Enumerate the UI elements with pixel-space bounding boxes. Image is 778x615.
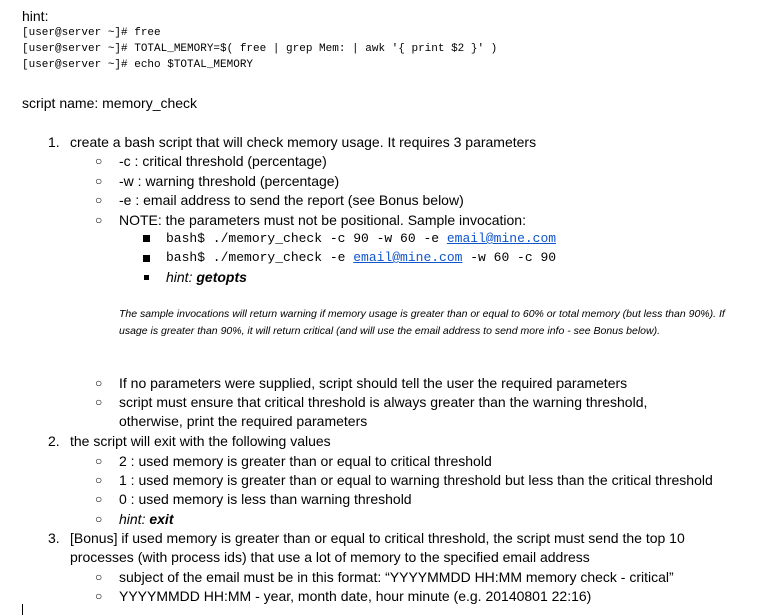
sample-note: The sample invocations will return warning if memory usage is greater than or equal to 60% or total memory (but less than 90%). If usage is greater than 90%, it will return critical (and will use the email address to send more info - see Bonus below). (119, 308, 725, 337)
hint-getopts-keyword: getopts (196, 269, 247, 285)
item-1-text: create a bash script that will check memory usage. It requires 3 parameters (70, 134, 537, 150)
extra-threshold-cont: otherwise, print the required parameters (119, 413, 368, 429)
hint-getopts (166, 269, 247, 285)
invocation-2-cmd: bash$ ./memory_check -e (166, 250, 354, 265)
hint-exit-prefix: hint: (119, 511, 150, 527)
item-3-text-line1: [Bonus] if used memory is greater than or equal to critical threshold, the script must send the top 10 (70, 530, 685, 546)
hollow-bullet-icon: ○ (95, 512, 103, 526)
hollow-bullet-icon: ○ (95, 395, 103, 409)
hint-label: hint: (22, 8, 49, 24)
hollow-bullet-icon: ○ (95, 376, 103, 390)
exit-value-1: 1 : used memory is greater than or equal to warning threshold but less than the critical threshold (119, 472, 713, 488)
invocation-1-email-link[interactable]: email@mine.com (446, 231, 557, 246)
item-2-text: the script will exit with the following values (70, 433, 331, 449)
hint-getopts-prefix: hint: (166, 269, 197, 285)
hollow-bullet-icon: ○ (95, 570, 103, 584)
square-bullet-icon (143, 255, 150, 262)
param-w: -w : warning threshold (percentage) (119, 173, 340, 189)
invocation-1-cmd: bash$ ./memory_check -c 90 -w 60 -e (166, 231, 447, 246)
param-e: -e : email address to send the report (see Bonus below) (119, 192, 464, 208)
invocation-2 (166, 250, 556, 265)
terminal-line-1: [user@server ~]# free (22, 27, 161, 39)
terminal-line-3: [user@server ~]# echo $TOTAL_MEMORY (22, 59, 254, 71)
hollow-bullet-icon: ○ (95, 473, 103, 487)
hint-exit-keyword: exit (149, 511, 174, 527)
item-1-number: 1. (48, 134, 60, 150)
hollow-bullet-icon: ○ (95, 174, 103, 188)
invocation-1 (166, 231, 556, 246)
extra-no-params: If no parameters were supplied, script should tell the user the required parameters (119, 375, 628, 391)
hint-exit (119, 511, 173, 527)
extra-threshold: script must ensure that critical threshold is always greater than the warning threshold, (119, 394, 648, 410)
text-cursor (22, 604, 23, 615)
square-bullet-icon (144, 275, 149, 280)
item-2-number: 2. (48, 433, 60, 449)
item-3-number: 3. (48, 530, 60, 546)
param-c: -c : critical threshold (percentage) (119, 153, 327, 169)
square-bullet-icon (143, 235, 150, 242)
param-note: NOTE: the parameters must not be positional. Sample invocation: (119, 212, 526, 228)
hollow-bullet-icon: ○ (95, 589, 103, 603)
hollow-bullet-icon: ○ (95, 454, 103, 468)
date-format-explain: YYYYMMDD HH:MM - year, month date, hour minute (e.g. 20140801 22:16) (119, 588, 592, 604)
hollow-bullet-icon: ○ (95, 492, 103, 506)
hollow-bullet-icon: ○ (95, 154, 103, 168)
exit-value-0: 0 : used memory is less than warning threshold (119, 491, 412, 507)
hollow-bullet-icon: ○ (95, 213, 103, 227)
exit-value-2: 2 : used memory is greater than or equal to critical threshold (119, 453, 492, 469)
terminal-line-2: [user@server ~]# TOTAL_MEMORY=$( free | grep Mem: | awk '{ print $2 }' ) (22, 43, 498, 55)
hollow-bullet-icon: ○ (95, 193, 103, 207)
invocation-2-suffix: -w 60 -c 90 (462, 250, 557, 265)
script-name: script name: memory_check (22, 95, 198, 111)
item-3-text-line2: processes (with process ids) that use a lot of memory to the specified email address (70, 549, 590, 565)
email-subject-format: subject of the email must be in this format: “YYYYMMDD HH:MM memory check - critical” (119, 569, 674, 585)
invocation-2-email-link[interactable]: email@mine.com (353, 250, 463, 265)
